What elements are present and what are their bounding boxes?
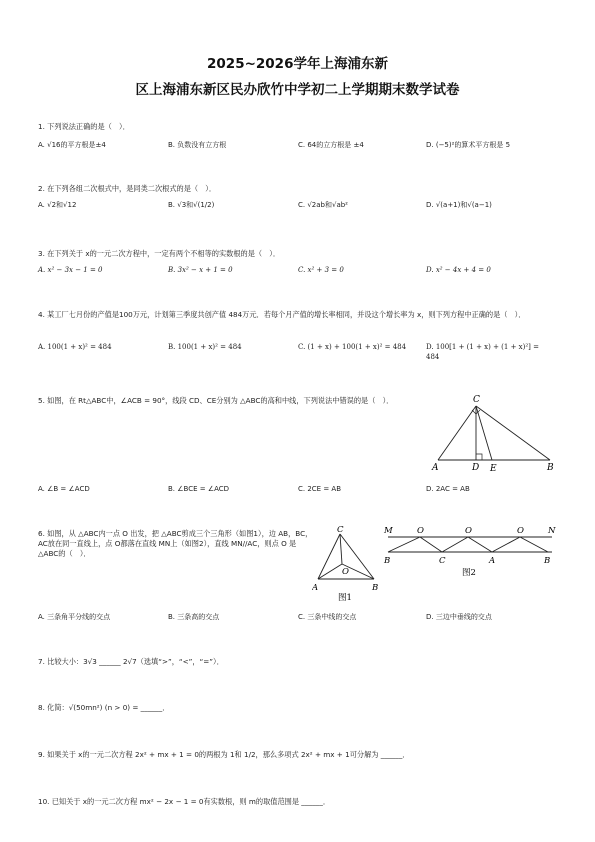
question-4-option-a: A. 100(1 + x)² = 484 <box>38 343 112 351</box>
question-5-option-c: C. 2CE = AB <box>298 485 342 493</box>
fig2-label-b2: B <box>544 556 551 566</box>
right-angle-mark-d <box>476 454 482 460</box>
fig2-label-o2: O <box>465 526 472 536</box>
fig1-label-c: C <box>337 525 344 535</box>
question-1-option-b: B. 负数没有立方根 <box>168 141 227 149</box>
question-3-option-d: D. x² − 4x + 4 = 0 <box>426 266 491 274</box>
question-1-option-c: C. 64的立方根是 ±4 <box>298 141 364 149</box>
label-b: B <box>547 463 554 473</box>
fig2-caption: 图2 <box>462 568 476 578</box>
fig2-label-a: A <box>489 556 496 566</box>
question-7-stem: 7. 比较大小：3√3 ______ 2√7（选填“>”，“<”，“=”）． <box>38 657 224 666</box>
fig2-label-c: C <box>439 556 446 566</box>
question-10-stem: 10. 已知关于 x的一元二次方程 mx² − 2x − 1 = 0有实数根，则 m的取值范围是 ______． <box>38 797 331 806</box>
line-ce <box>476 406 492 460</box>
question-2-option-d: D. √(a+1)和√(a−1) <box>426 201 492 209</box>
question-4-option-c: C. (1 + x) + 100(1 + x)² = 484 <box>298 343 407 351</box>
question-9-stem: 9. 如果关于 x的一元二次方程 2x² + mx + 1 = 0的两根为 1和 1/2，那么多项式 2x² + mx + 1可分解为 ______． <box>38 750 410 759</box>
fig1-label-a: A <box>312 583 319 593</box>
figure-q6-fig1 <box>312 524 384 604</box>
label-d: D <box>472 463 480 473</box>
fig1-caption: 图1 <box>338 593 352 603</box>
question-2-stem: 2. 在下列各组二次根式中，是同类二次根式的是（ ）． <box>38 184 217 193</box>
label-a: A <box>432 463 439 473</box>
question-6-option-a: A. 三条角平分线的交点 <box>38 613 111 621</box>
question-4-option-d: D. 100[1 + (1 + x) + (1 + x)²] = 484 <box>426 343 539 361</box>
question-6-option-b: B. 三条高的交点 <box>168 613 220 621</box>
question-4-stem: 4. 某工厂七月份的产值是100万元，计划第三季度共创产值 484万元．若每个月产值的增长率相同，并设这个增长率为 x，则下列方程中正确的是（ ）． <box>38 310 526 319</box>
page-title-line2: 区上海浦东新区民办欣竹中学初二上学期期末数学试卷 <box>135 82 460 98</box>
line-ac <box>438 406 476 460</box>
fig2-label-n: N <box>548 526 556 536</box>
fig1-label-o: O <box>342 567 349 577</box>
fig1-line-co <box>340 534 342 564</box>
question-3-option-c: C. x² + 3 = 0 <box>298 266 344 274</box>
label-e: E <box>490 464 497 474</box>
question-5-stem: 5. 如图，在 Rt△ABC中，∠ACB = 90°，线段 CD、CE分别为 △ABC的高和中线，下列说法中错误的是（ ）． <box>38 396 394 405</box>
question-5-option-d: D. 2AC = AB <box>426 485 470 493</box>
question-3-option-a: A. x² − 3x − 1 = 0 <box>38 266 103 274</box>
question-6-stem: 6. 如图，从 △ABC内一点 O 出发，把 △ABC剪成三个三角形（如图1），边 AB，BC，AC放在同一直线上，点 O都落在直线 MN上（如图2），直线 MN//AC，则点 O 是 △ABC的（ ）． <box>38 529 313 558</box>
question-3-stem: 3. 在下列关于 x的一元二次方程中，一定有两个不相等的实数根的是（ ）． <box>38 249 281 258</box>
question-8-stem: 8. 化简：√(50mn²) (n > 0) = ______． <box>38 703 170 712</box>
page-title-line1: 2025~2026学年上海浦东新 <box>207 56 388 72</box>
question-2-option-b: B. √3和√(1/2) <box>168 201 215 209</box>
fig2-label-o3: O <box>517 526 524 536</box>
question-5-option-a: A. ∠B = ∠ACD <box>38 485 90 493</box>
fig2-label-o1: O <box>417 526 424 536</box>
question-4-option-b: B. 100(1 + x)² = 484 <box>168 343 242 351</box>
question-1-option-a: A. √16的平方根是±4 <box>38 141 106 149</box>
fig2-label-b1: B <box>384 556 391 566</box>
question-2-option-c: C. √2ab和√ab² <box>298 201 348 209</box>
question-2-option-a: A. √2和√12 <box>38 201 77 209</box>
fig2-label-m: M <box>384 526 393 536</box>
line-cb <box>476 406 550 460</box>
fig1-label-b: B <box>372 583 379 593</box>
question-3-option-b: B. 3x² − x + 1 = 0 <box>168 266 233 274</box>
question-1-stem: 1. 下列说法正确的是（ ）． <box>38 122 130 131</box>
question-5-option-b: B. ∠BCE = ∠ACD <box>168 485 230 493</box>
label-c: C <box>473 395 480 405</box>
figure-q6-fig2 <box>382 522 560 578</box>
question-1-option-d: D. (−5)²的算术平方根是 5 <box>426 141 511 149</box>
question-6-option-c: C. 三条中线的交点 <box>298 613 357 621</box>
question-6-option-d: D. 三边中垂线的交点 <box>426 613 492 621</box>
figure-q5-triangle <box>428 388 563 474</box>
fig2-zigzag <box>388 537 548 552</box>
